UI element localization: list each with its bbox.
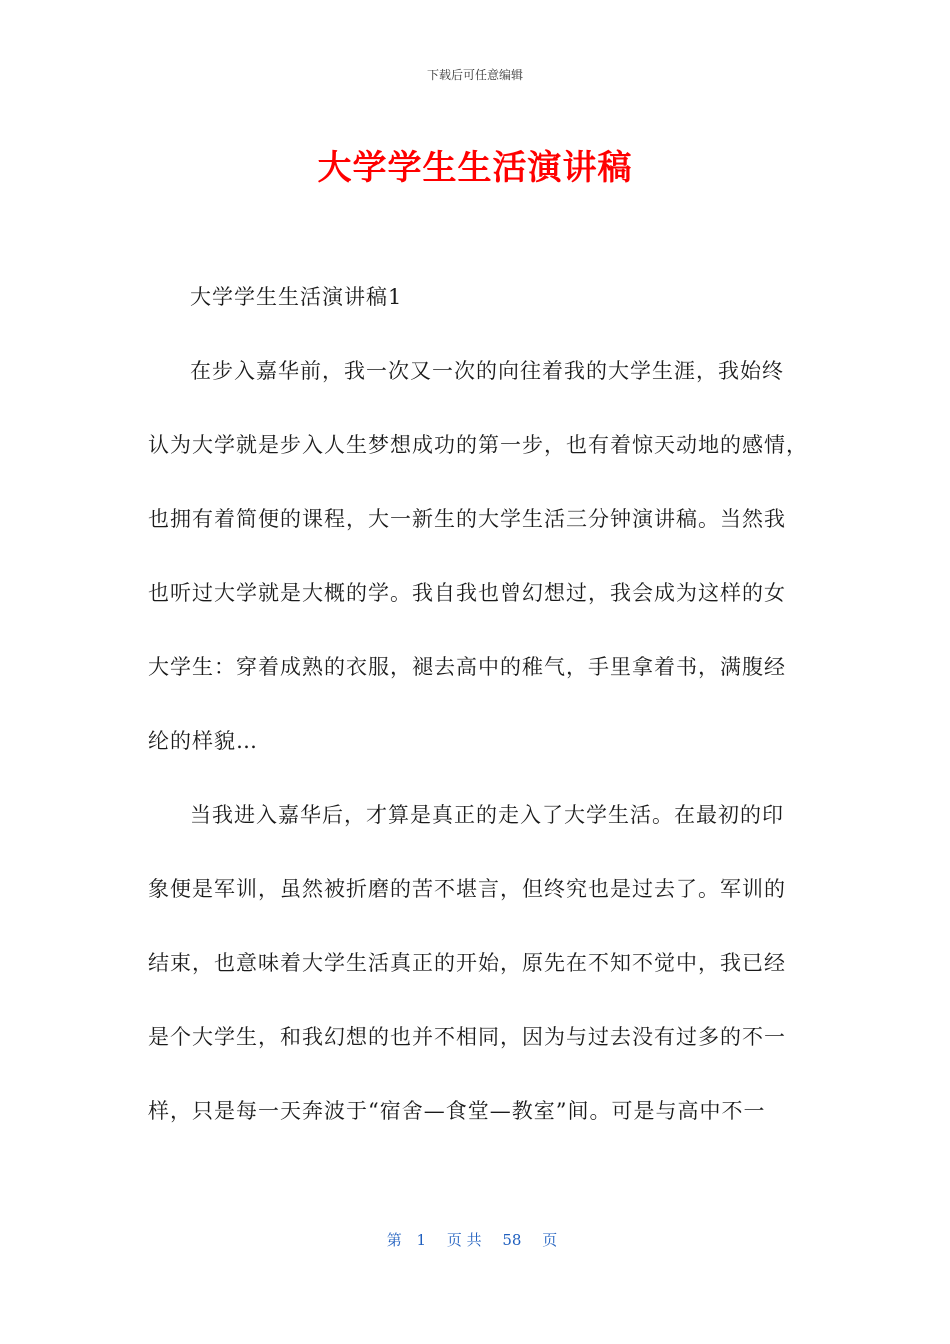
page-label-prefix: 第 xyxy=(386,1231,402,1249)
total-pages: 58 xyxy=(502,1231,522,1249)
page-label-mid: 页 共 xyxy=(446,1231,482,1249)
page-number: 1 xyxy=(416,1231,427,1249)
document-title: 大学学生生活演讲稿 xyxy=(317,148,633,188)
body-line: 在步入嘉华前，我一次又一次的向往着我的大学生涯，我始终 xyxy=(190,359,784,383)
download-note: 下载后可任意编辑 xyxy=(426,68,523,82)
page-footer xyxy=(0,1229,950,1250)
body-line: 结束，也意味着大学生活真正的开始，原先在不知不觉中，我已经 xyxy=(148,951,786,975)
document-body xyxy=(148,277,808,1165)
body-line: 也拥有着简便的课程，大一新生的大学生活三分钟演讲稿。当然我 xyxy=(148,507,786,531)
body-line: 大学生：穿着成熟的衣服，褪去高中的稚气，手里拿着书，满腹经 xyxy=(148,655,786,679)
body-line: 大学学生生活演讲稿1 xyxy=(190,285,403,309)
body-line: 是个大学生，和我幻想的也并不相同，因为与过去没有过多的不一 xyxy=(148,1025,786,1049)
body-line: 也听过大学就是大概的学。我自我也曾幻想过，我会成为这样的女 xyxy=(148,581,786,605)
page-label-suffix: 页 xyxy=(542,1231,558,1249)
body-line: 样，只是每一天奔波于“宿舍—食堂—教室”间。可是与高中不一 xyxy=(148,1099,766,1123)
body-line: 纶的样貌… xyxy=(148,729,258,753)
body-line: 当我进入嘉华后，才算是真正的走入了大学生活。在最初的印 xyxy=(190,803,784,827)
body-line: 象便是军训，虽然被折磨的苦不堪言，但终究也是过去了。军训的 xyxy=(148,877,786,901)
body-line: 认为大学就是步入人生梦想成功的第一步，也有着惊天动地的感情， xyxy=(148,433,808,457)
